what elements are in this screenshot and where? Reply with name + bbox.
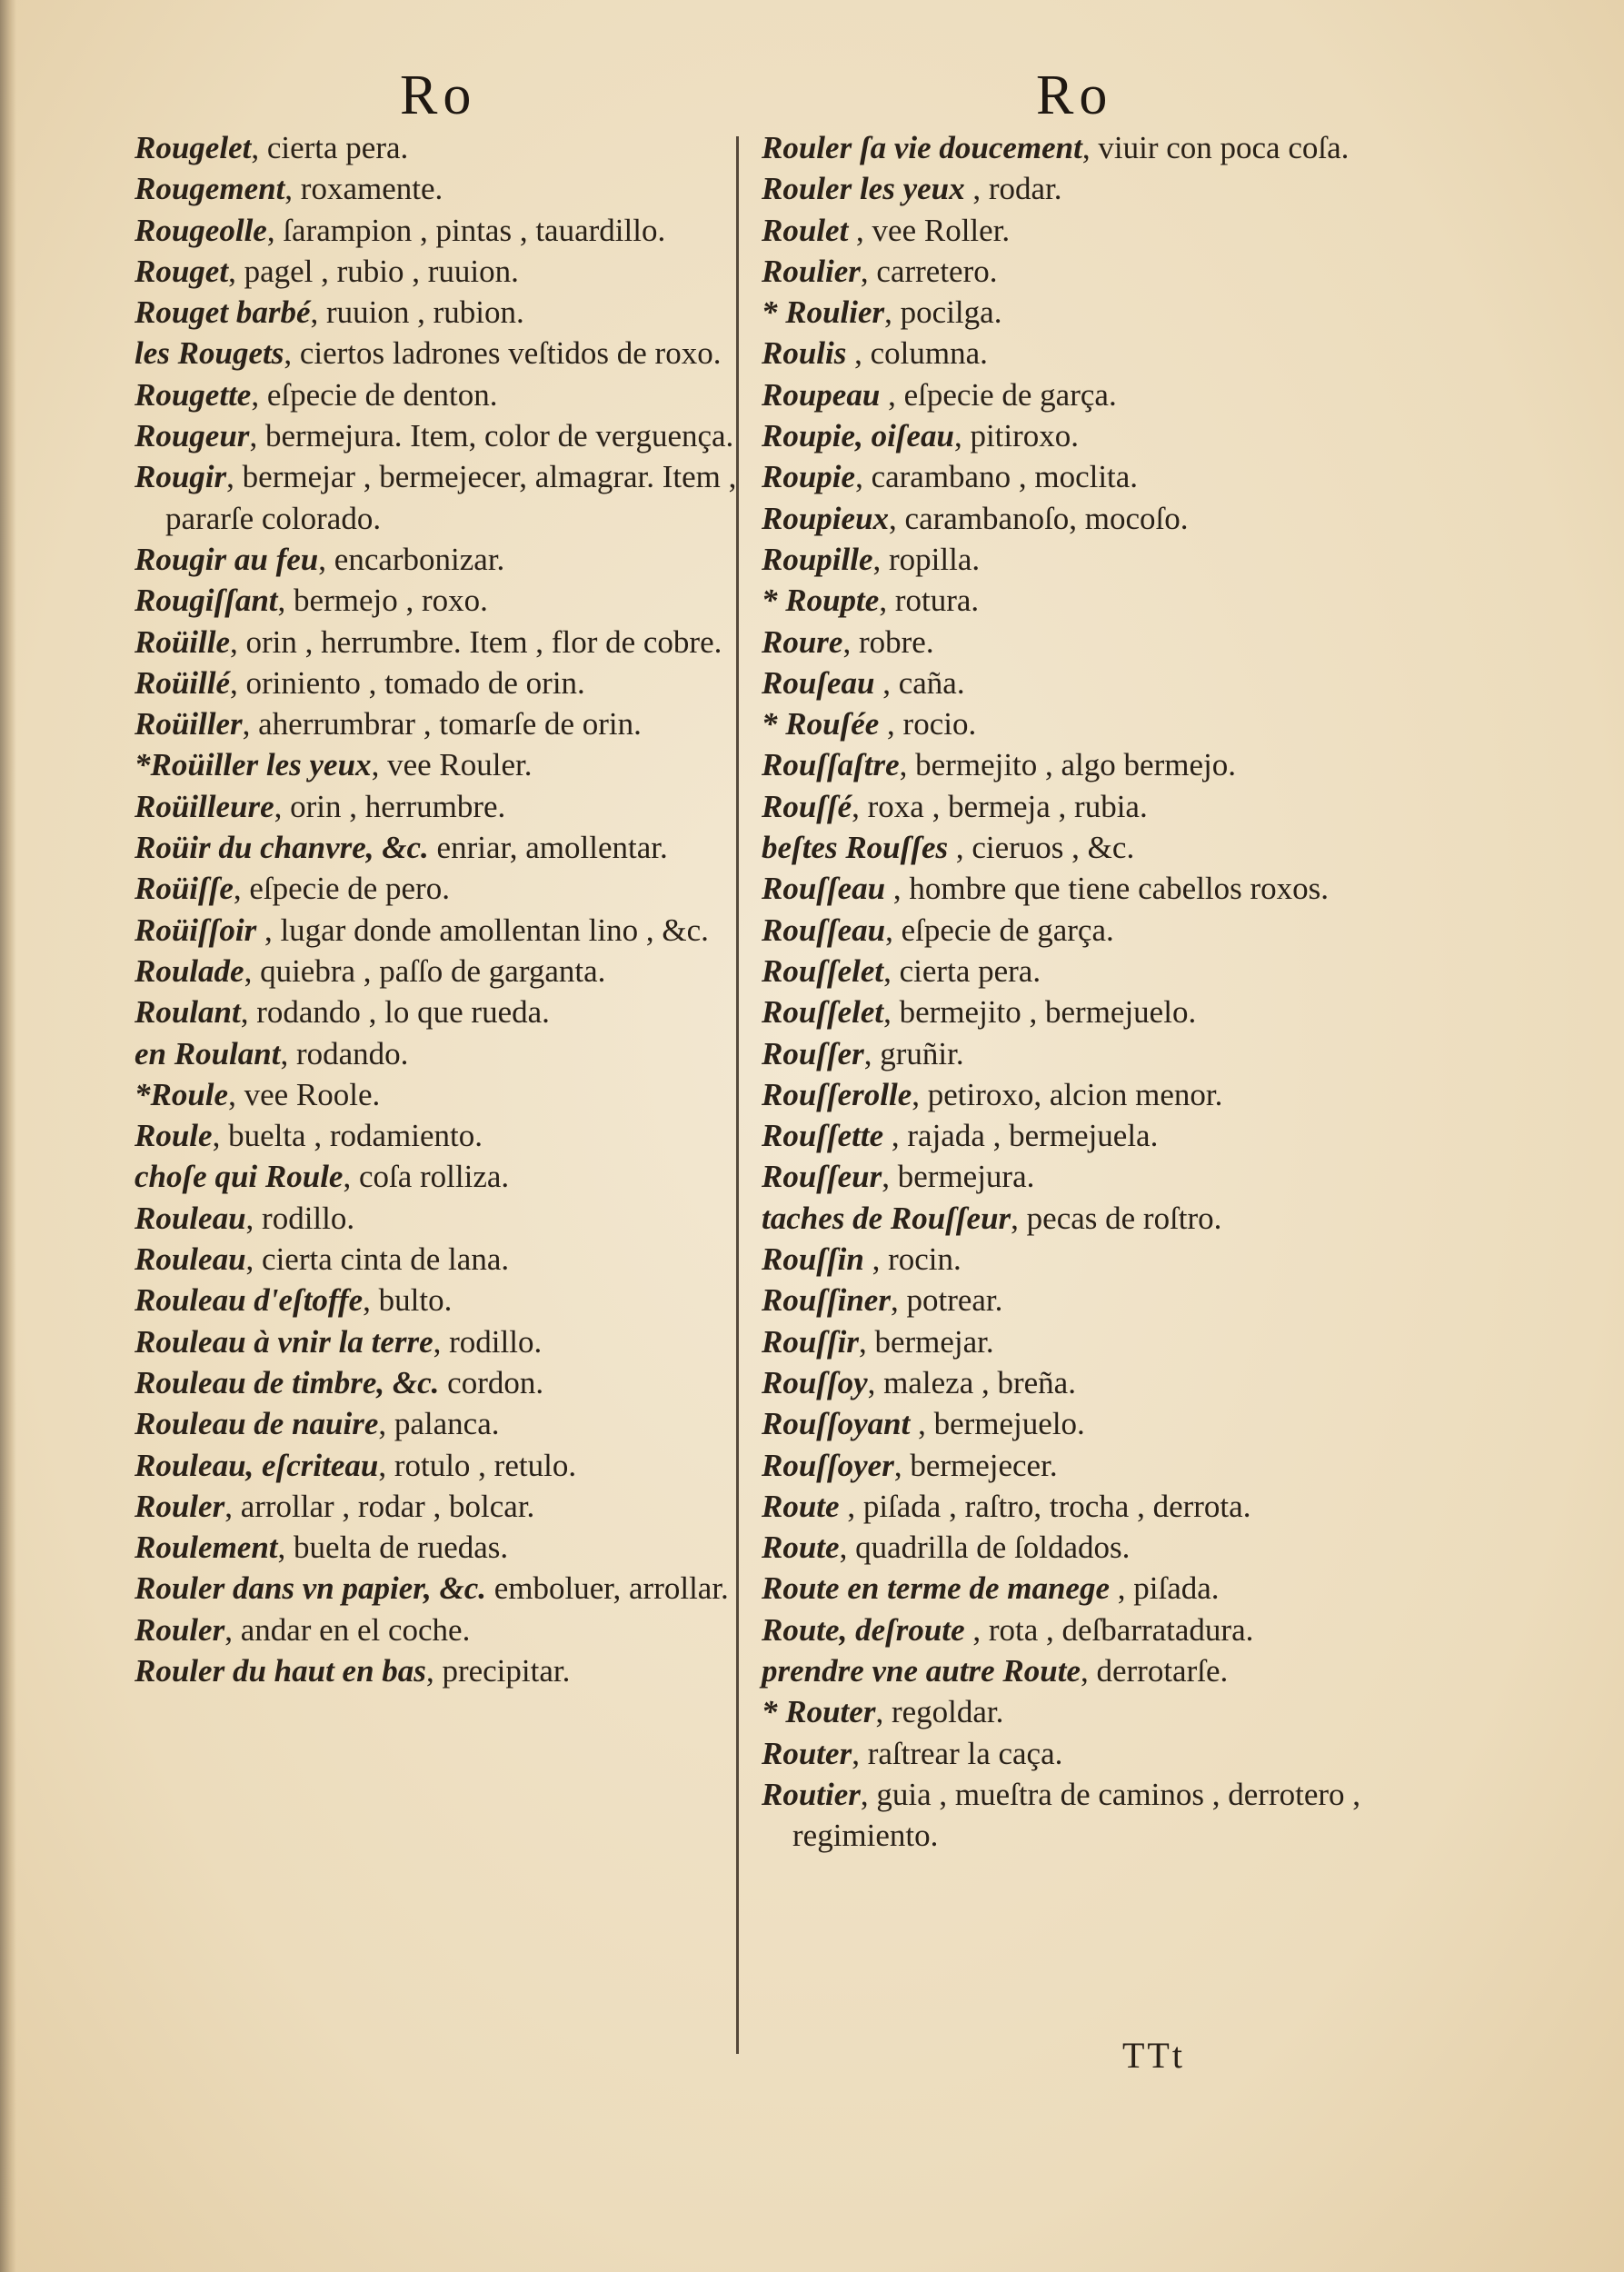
entry-headword: Router — [762, 1735, 852, 1771]
entry-definition: , rodando. — [280, 1035, 409, 1071]
entry-definition: , rocin. — [863, 1241, 961, 1278]
entry-headword: choſe qui Roule — [135, 1159, 344, 1195]
entry-definition: , pecas de roſtro. — [1011, 1200, 1222, 1236]
dictionary-entry — [135, 127, 742, 168]
entry-headword: * Roupte — [762, 583, 880, 619]
entry-definition: , carambanoſo, mocoſo. — [889, 500, 1189, 536]
dictionary-entry — [135, 1239, 742, 1280]
entry-definition: , andar en el coche. — [224, 1611, 471, 1648]
entry-headword: * Roulier — [762, 294, 885, 331]
entry-headword: Route — [762, 1530, 840, 1566]
entry-headword: Roulade — [135, 952, 244, 989]
dictionary-entry — [762, 127, 1398, 168]
dictionary-entry — [762, 1280, 1398, 1320]
page-header-right: Ro — [1036, 65, 1113, 126]
entry-headword: taches de Rouſſeur — [762, 1200, 1011, 1236]
entry-headword: Rouleau — [135, 1200, 246, 1236]
entry-definition: , robre. — [842, 623, 934, 660]
dictionary-entry — [762, 622, 1398, 663]
dictionary-entry — [135, 1156, 742, 1197]
entry-definition: , maleza , breña. — [867, 1364, 1076, 1400]
entry-definition: , carambano , moclita. — [855, 459, 1139, 495]
dictionary-entry — [135, 622, 742, 663]
dictionary-entry — [762, 333, 1398, 374]
dictionary-entry — [762, 910, 1398, 951]
dictionary-entry — [135, 703, 742, 744]
entry-definition: , vee Roole. — [228, 1076, 381, 1112]
entry-definition: , pagel , rubio , ruuion. — [228, 253, 519, 289]
entry-headword: prendre vne autre Route — [762, 1652, 1081, 1689]
entry-headword: Rouler ſa vie doucement — [762, 130, 1082, 165]
entry-headword: Rouſſelet — [762, 952, 884, 989]
entry-headword: Rouſſé — [762, 788, 852, 824]
entry-headword: Rouſſoyant — [762, 1406, 911, 1442]
entry-definition: , cierta pera. — [883, 952, 1041, 989]
entry-headword: Rouſſelet — [762, 994, 884, 1031]
dictionary-entry — [762, 992, 1398, 1032]
dictionary-entry — [135, 868, 742, 909]
entry-headword: Roupie, oiſeau — [762, 418, 954, 454]
entry-headword: Rouſſaſtre — [762, 747, 900, 783]
entry-definition: , palanca. — [378, 1406, 500, 1442]
entry-headword: Roüiſſoir — [135, 912, 257, 948]
entry-definition: , rodillo. — [433, 1323, 543, 1360]
entry-headword: Rouſſeur — [762, 1159, 882, 1195]
dictionary-entry — [762, 456, 1398, 497]
entry-headword: Roulant — [135, 994, 241, 1031]
dictionary-entry — [762, 1774, 1398, 1857]
entry-headword: Roupieux — [762, 500, 890, 536]
entry-headword: Rouleau d'eſtoffe — [135, 1282, 364, 1319]
entry-definition: , buelta , rodamiento. — [212, 1118, 483, 1154]
dictionary-entry — [762, 210, 1398, 251]
entry-headword: Rouget barbé — [135, 294, 311, 331]
entry-headword: Rouler dans vn papier, &c. — [135, 1570, 486, 1607]
entry-definition: , derrotarſe. — [1080, 1652, 1229, 1689]
dictionary-entry — [135, 951, 742, 992]
dictionary-entry — [135, 374, 742, 415]
entry-definition: , cieruos , &c. — [948, 830, 1135, 866]
entry-headword: les Rougets — [135, 335, 284, 372]
entry-headword: Rouſſiner — [762, 1282, 891, 1319]
entry-headword: *Roule — [135, 1076, 229, 1112]
entry-headword: Rouſſerolle — [762, 1076, 912, 1112]
dictionary-entry — [135, 744, 742, 785]
right-column — [762, 127, 1398, 1856]
entry-headword: Rouleau — [135, 1241, 246, 1278]
entry-definition: , raſtrear la caça. — [852, 1735, 1063, 1771]
dictionary-entry — [762, 1733, 1398, 1774]
signature-mark: TTt — [1122, 2035, 1185, 2076]
dictionary-entry — [762, 415, 1398, 456]
dictionary-entry — [135, 1362, 742, 1403]
left-column — [135, 127, 742, 1691]
entry-headword: Rougir — [135, 459, 227, 495]
dictionary-entry — [762, 1239, 1398, 1280]
entry-definition: , ruuion , rubion. — [310, 294, 524, 331]
entry-headword: Roüille — [135, 623, 231, 660]
entry-definition: , lugar donde amollentan lino , &c. — [256, 912, 709, 948]
entry-definition: , regoldar. — [875, 1694, 1004, 1730]
dictionary-entry — [762, 827, 1398, 868]
entry-definition: , ſarampion , pintas , tauardillo. — [266, 212, 666, 248]
entry-definition: , rocio. — [879, 706, 977, 742]
dictionary-entry — [135, 1568, 742, 1609]
entry-definition: , piſada. — [1110, 1570, 1220, 1607]
entry-definition: , bermejura. Item, color de verguença. — [249, 418, 734, 454]
dictionary-entry — [762, 374, 1398, 415]
dictionary-entry — [762, 1527, 1398, 1568]
dictionary-entry — [135, 1280, 742, 1320]
entry-definition: , pocilga. — [884, 294, 1002, 331]
entry-headword: Routier — [762, 1776, 861, 1812]
dictionary-entry — [135, 1403, 742, 1444]
entry-definition: , bermejar , bermejecer, almagrar. Item , pararſe colorado. — [165, 459, 737, 536]
entry-definition: , eſpecie de denton. — [251, 376, 498, 413]
entry-definition: , viuir con poca coſa. — [1081, 130, 1350, 165]
dictionary-entry — [135, 333, 742, 374]
dictionary-entry — [135, 1321, 742, 1362]
dictionary-entry — [135, 1650, 742, 1691]
entry-headword: Rouſſer — [762, 1035, 864, 1071]
entry-headword: Roüilleure — [135, 788, 274, 824]
entry-headword: Rouſſeau — [762, 912, 886, 948]
entry-definition: , caña. — [874, 664, 965, 701]
entry-definition: , carretero. — [860, 253, 998, 289]
entry-headword: * Router — [762, 1694, 876, 1730]
dictionary-entry — [135, 1198, 742, 1239]
entry-headword: Rougir au feu — [135, 541, 319, 577]
entry-headword: Rougelet — [135, 130, 252, 165]
entry-headword: Rouſſette — [762, 1118, 884, 1154]
entry-definition: , bulto. — [363, 1282, 453, 1319]
entry-headword: Rougeolle — [135, 212, 267, 248]
dictionary-entry — [762, 868, 1398, 909]
dictionary-entry — [135, 539, 742, 580]
entry-definition: , roxa , bermeja , rubia. — [852, 788, 1148, 824]
entry-definition: , rotulo , retulo. — [378, 1447, 577, 1483]
dictionary-entry — [762, 1650, 1398, 1691]
entry-headword: Rouler du haut en bas — [135, 1652, 426, 1689]
entry-headword: Rouget — [135, 253, 229, 289]
entry-headword: *Roüiller les yeux — [135, 747, 372, 783]
entry-headword: Rougiſſant — [135, 583, 278, 619]
entry-definition: , gruñir. — [863, 1035, 964, 1071]
entry-definition: , orin , herrumbre. Item , flor de cobre. — [230, 623, 722, 660]
entry-headword: Roule — [135, 1118, 213, 1154]
entry-headword: Roupille — [762, 541, 873, 577]
entry-definition: , arrollar , rodar , bolcar. — [224, 1488, 535, 1524]
dictionary-entry — [762, 168, 1398, 209]
dictionary-entry — [135, 827, 742, 868]
entry-definition: , bermejuelo. — [910, 1406, 1085, 1442]
entry-headword: Roüiller — [135, 706, 243, 742]
dictionary-entry — [762, 1074, 1398, 1115]
entry-definition: , potrear. — [890, 1282, 1003, 1319]
entry-headword: Rougeur — [135, 418, 250, 454]
dictionary-entry — [135, 210, 742, 251]
entry-headword: Roulement — [135, 1530, 278, 1566]
entry-definition: cordon. — [439, 1364, 544, 1400]
dictionary-entry — [135, 1486, 742, 1527]
entry-headword: Route, deſroute — [762, 1611, 965, 1648]
dictionary-entry — [135, 1609, 742, 1650]
dictionary-entry — [135, 292, 742, 333]
dictionary-entry — [135, 251, 742, 292]
dictionary-entry — [762, 1321, 1398, 1362]
dictionary-entry — [762, 1445, 1398, 1486]
entry-definition: , petiroxo, alcion menor. — [912, 1076, 1223, 1112]
entry-definition: , columna. — [846, 335, 988, 372]
entry-definition: , eſpecie de pero. — [233, 871, 450, 907]
dictionary-entry — [762, 1156, 1398, 1197]
dictionary-entry — [135, 456, 742, 539]
entry-headword: Rouler — [135, 1611, 225, 1648]
entry-headword: Route en terme de manege — [762, 1570, 1111, 1607]
entry-definition: , precipitar. — [425, 1652, 571, 1689]
entry-headword: Roulier — [762, 253, 861, 289]
dictionary-entry — [762, 1362, 1398, 1403]
entry-definition: , piſada , raſtro, trocha , derrota. — [839, 1488, 1251, 1524]
entry-headword: Roulis — [762, 335, 847, 372]
entry-definition: , bermejo , roxo. — [277, 583, 488, 619]
entry-headword: Route — [762, 1488, 840, 1524]
page-header-left: Ro — [400, 65, 477, 126]
entry-definition: , bermejito , bermejuelo. — [883, 994, 1197, 1031]
dictionary-entry — [762, 663, 1398, 703]
dictionary-entry — [135, 1074, 742, 1115]
entry-definition: , eſpecie de garça. — [880, 376, 1117, 413]
entry-headword: Rouſſin — [762, 1241, 864, 1278]
entry-headword: Roupie — [762, 459, 856, 495]
dictionary-entry — [135, 992, 742, 1032]
entry-definition: , eſpecie de garça. — [885, 912, 1114, 948]
entry-headword: Rougement — [135, 171, 285, 207]
column-divider — [736, 136, 739, 2054]
entry-headword: Roure — [762, 623, 843, 660]
entry-headword: Roüir du chanvre, &c. — [135, 830, 429, 866]
entry-definition: , rajada , bermejuela. — [883, 1118, 1159, 1154]
entry-definition: , vee Roller. — [848, 212, 1011, 248]
entry-headword: Roüillé — [135, 664, 231, 701]
entry-definition: , bermejito , algo bermejo. — [899, 747, 1236, 783]
dictionary-entry — [762, 251, 1398, 292]
dictionary-entry — [135, 1115, 742, 1156]
entry-definition: , rota , deſbarratadura. — [964, 1611, 1254, 1648]
entry-headword: Rouſſoy — [762, 1364, 868, 1400]
dictionary-entry — [135, 786, 742, 827]
entry-definition: , cierta cinta de lana. — [245, 1241, 510, 1278]
dictionary-entry — [762, 951, 1398, 992]
dictionary-entry — [135, 663, 742, 703]
entry-headword: Rouſeau — [762, 664, 875, 701]
entry-definition: , guia , mueſtra de caminos , derrotero , regimiento. — [792, 1776, 1361, 1854]
entry-headword: Roulet — [762, 212, 849, 248]
dictionary-entry — [762, 1115, 1398, 1156]
entry-headword: beſtes Rouſſes — [762, 830, 949, 866]
entry-definition: , coſa rolliza. — [343, 1159, 510, 1195]
entry-definition: , buelta de ruedas. — [277, 1530, 509, 1566]
dictionary-entry — [135, 1527, 742, 1568]
entry-headword: Rouleau à vnir la terre — [135, 1323, 433, 1360]
entry-headword: Rouſſir — [762, 1323, 859, 1360]
entry-definition: , hombre que tiene cabellos roxos. — [885, 871, 1330, 907]
dictionary-entry — [762, 1568, 1398, 1609]
entry-definition: , orin , herrumbre. — [274, 788, 506, 824]
entry-headword: Rouleau de timbre, &c. — [135, 1364, 440, 1400]
dictionary-entry — [762, 292, 1398, 333]
entry-headword: Rouleau de nauire — [135, 1406, 379, 1442]
dictionary-entry — [762, 1198, 1398, 1239]
entry-definition: , rodando , lo que rueda. — [240, 994, 550, 1031]
dictionary-entry — [135, 415, 742, 456]
entry-headword: en Roulant — [135, 1035, 281, 1071]
entry-headword: Rougette — [135, 376, 252, 413]
entry-definition: , ciertos ladrones veſtidos de roxo. — [284, 335, 722, 372]
entry-definition: , roxamente. — [284, 171, 443, 207]
entry-definition: , rodar. — [964, 171, 1062, 207]
entry-definition: , bermejura. — [882, 1159, 1035, 1195]
entry-definition: , rodillo. — [245, 1200, 355, 1236]
entry-definition: , ropilla. — [872, 541, 981, 577]
dictionary-entry — [762, 1609, 1398, 1650]
entry-headword: Rouler — [135, 1488, 225, 1524]
dictionary-entry — [762, 786, 1398, 827]
entry-headword: Rouſſeau — [762, 871, 886, 907]
entry-definition: , quiebra , paſſo de garganta. — [244, 952, 606, 989]
dictionary-entry — [762, 1403, 1398, 1444]
entry-headword: Rouler les yeux — [762, 171, 965, 207]
dictionary-entry — [762, 1033, 1398, 1074]
entry-headword: Roüiſſe — [135, 871, 234, 907]
dictionary-entry — [762, 1486, 1398, 1527]
dictionary-entry — [135, 910, 742, 951]
entry-definition: , pitiroxo. — [953, 418, 1080, 454]
entry-definition: , cierta pera. — [251, 130, 409, 165]
dictionary-entry — [135, 168, 742, 209]
dictionary-entry — [762, 1691, 1398, 1732]
dictionary-entry — [762, 498, 1398, 539]
entry-headword: Roupeau — [762, 376, 881, 413]
entry-definition: , quadrilla de ſoldados. — [839, 1530, 1131, 1566]
dictionary-entry — [135, 580, 742, 621]
entry-definition: , encarbonizar. — [318, 541, 505, 577]
entry-definition: , oriniento , tomado de orin. — [230, 664, 585, 701]
entry-definition: , bermejecer. — [893, 1447, 1058, 1483]
entry-definition: , rotura. — [879, 583, 980, 619]
entry-definition: , aherrumbrar , tomarſe de orin. — [242, 706, 642, 742]
dictionary-entry — [762, 539, 1398, 580]
dictionary-entry — [135, 1033, 742, 1074]
entry-headword: Rouſſoyer — [762, 1447, 894, 1483]
entry-headword: * Rouſée — [762, 706, 880, 742]
entry-definition: enriar, amollentar. — [428, 830, 668, 866]
dictionary-entry — [762, 703, 1398, 744]
dictionary-entry — [762, 580, 1398, 621]
entry-definition: , vee Rouler. — [371, 747, 533, 783]
dictionary-entry — [135, 1445, 742, 1486]
entry-definition: , bermejar. — [858, 1323, 994, 1360]
dictionary-entry — [762, 744, 1398, 785]
entry-headword: Rouleau, eſcriteau — [135, 1447, 379, 1483]
entry-definition: emboluer, arrollar. — [485, 1570, 729, 1607]
